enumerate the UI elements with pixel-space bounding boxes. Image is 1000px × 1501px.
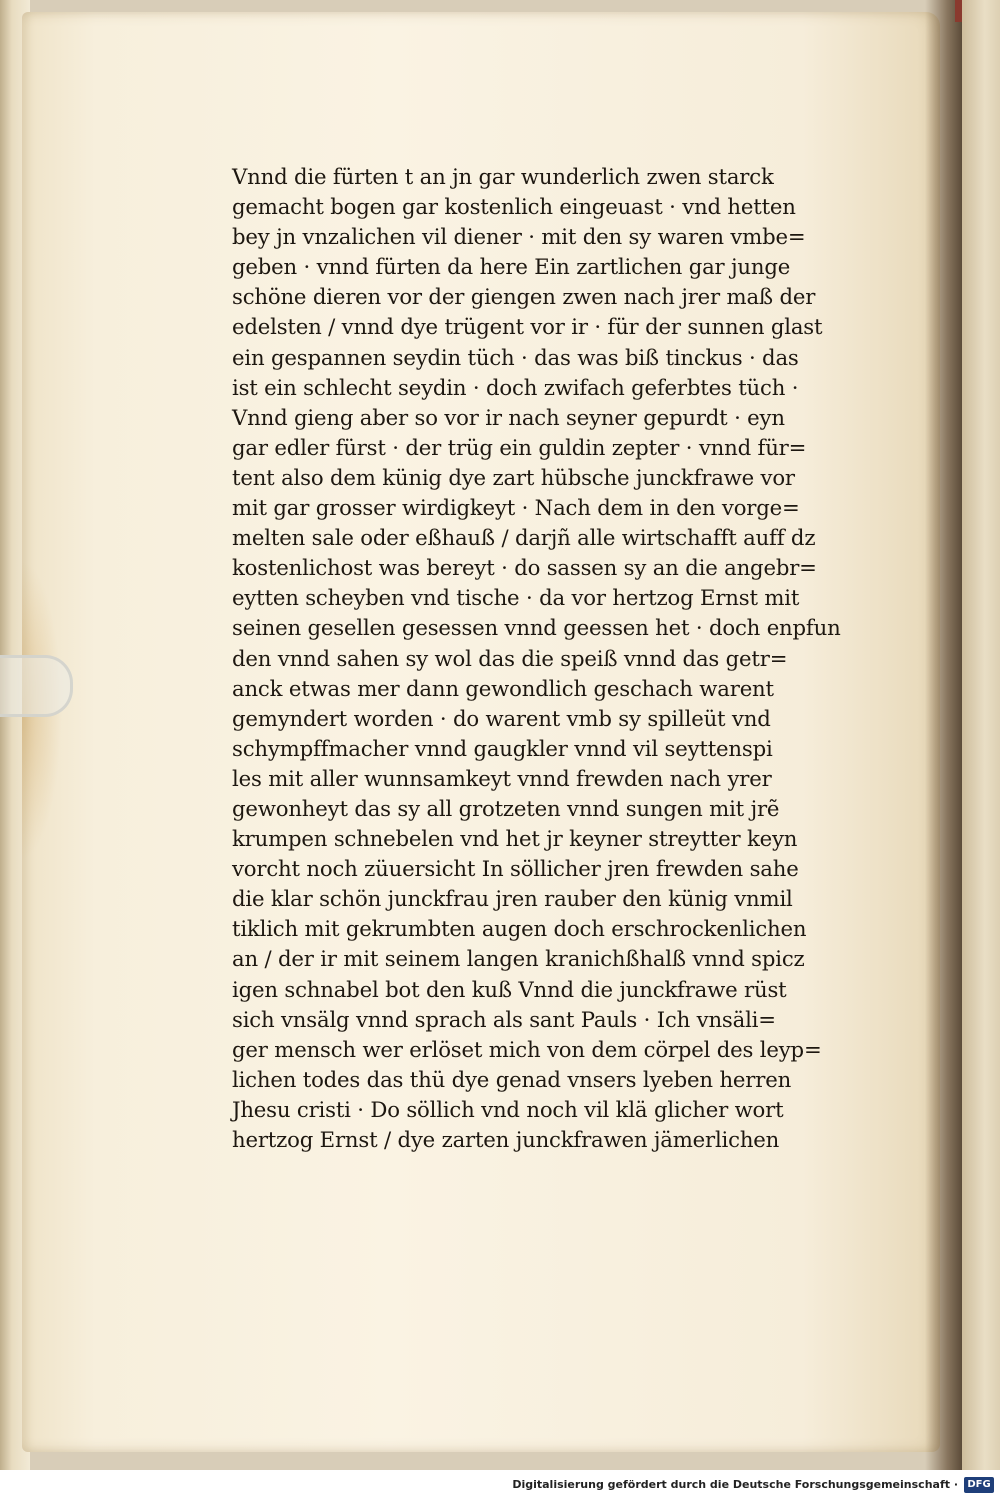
text-line: schöne dieren vor der giengen zwen nach jrer maß der	[232, 285, 816, 311]
text-line: sich vnsälg vnnd sprach als sant Pauls · Ich vnsäli=	[232, 1007, 776, 1033]
text-line: mit gar grosser wirdigkeyt · Nach dem in den vorge=	[232, 496, 800, 522]
text-line: anck etwas mer dann gewondlich geschach warent	[232, 676, 774, 702]
text-line: schympffmacher vnnd gaugkler vnnd vil seyttenspi	[232, 736, 773, 762]
facing-page-edge	[962, 0, 1000, 1470]
text-line: les mit aller wunnsamkeyt vnnd frewden nach yrer	[232, 766, 772, 792]
text-line: gar edler fürst · der trüg ein guldin zepter · vnnd für=	[232, 435, 807, 461]
footer-bar	[0, 1470, 1000, 1501]
text-line: an / der ir mit seinem langen kranichßhalß vnnd spicz	[232, 947, 805, 973]
text-line: bey jn vnzalichen vil diener · mit den sy waren vmbe=	[232, 225, 806, 251]
footer-credit: Digitalisierung gefördert durch die Deutsche Forschungsgemeinschaft ·	[512, 1478, 958, 1491]
text-line: seinen gesellen gesessen vnnd geessen het · doch enpfun	[232, 616, 841, 642]
text-line: Jhesu cristi · Do söllich vnd noch vil klä glicher wort	[232, 1097, 784, 1123]
text-line: hertzog Ernst / dye zarten junckfrawen jämerlichen	[232, 1128, 780, 1153]
text-line: tent also dem künig dye zart hübsche junckfrawe vor	[232, 465, 795, 491]
dfg-logo: DFG	[964, 1477, 994, 1493]
text-line: vorcht noch züuersicht In söllicher jren frewden sahe	[232, 857, 799, 883]
text-line: edelsten / vnnd dye trügent vor ir · für der sunnen glast	[232, 315, 823, 341]
text-line: eytten scheyben vnd tische · da vor hertzog Ernst mit	[232, 586, 800, 612]
text-line: geben · vnnd fürten da here Ein zartlichen gar junge	[232, 255, 791, 281]
text-line: krumpen schnebelen vnd het jr keyner streytter keyn	[232, 827, 798, 853]
text-line: lichen todes das thü dye genad vnsers lyeben herren	[232, 1067, 792, 1093]
text-line: gewonheyt das sy all grotzeten vnnd sungen mit jrẽ	[232, 796, 780, 822]
text-line: melten sale oder eßhauß / darjñ alle wirtschafft auff dz	[232, 526, 816, 552]
text-line: kostenlichost was bereyt · do sassen sy an die angebr=	[232, 556, 817, 582]
text-line: Vnnd gieng aber so vor ir nach seyner gepurdt · eyn	[232, 405, 785, 431]
text-line: igen schnabel bot den kuß Vnnd die junckfrawe rüst	[232, 977, 787, 1003]
text-line: tiklich mit gekrumbten augen doch erschrockenlichen	[232, 917, 807, 943]
page-text	[232, 163, 872, 1156]
text-line: den vnnd sahen sy wol das die speiß vnnd das getr=	[232, 646, 788, 672]
text-line: gemyndert worden · do warent vmb sy spilleüt vnd	[232, 706, 771, 732]
text-line: ist ein schlecht seydin · doch zwifach geferbtes tüch ·	[232, 375, 799, 401]
page-clip	[0, 655, 73, 717]
text-line: die klar schön junckfrau jren rauber den künig vnmil	[232, 887, 793, 913]
text-line: Vnnd die fürten t an jn gar wunderlich zwen starck	[232, 165, 774, 190]
text-line: ger mensch wer erlöset mich von dem cörpel des leyp=	[232, 1037, 822, 1063]
text-line: ein gespannen seydin tüch · das was biß tinckus · das	[232, 345, 799, 371]
text-line: gemacht bogen gar kostenlich eingeuast · vnd hetten	[232, 195, 796, 221]
